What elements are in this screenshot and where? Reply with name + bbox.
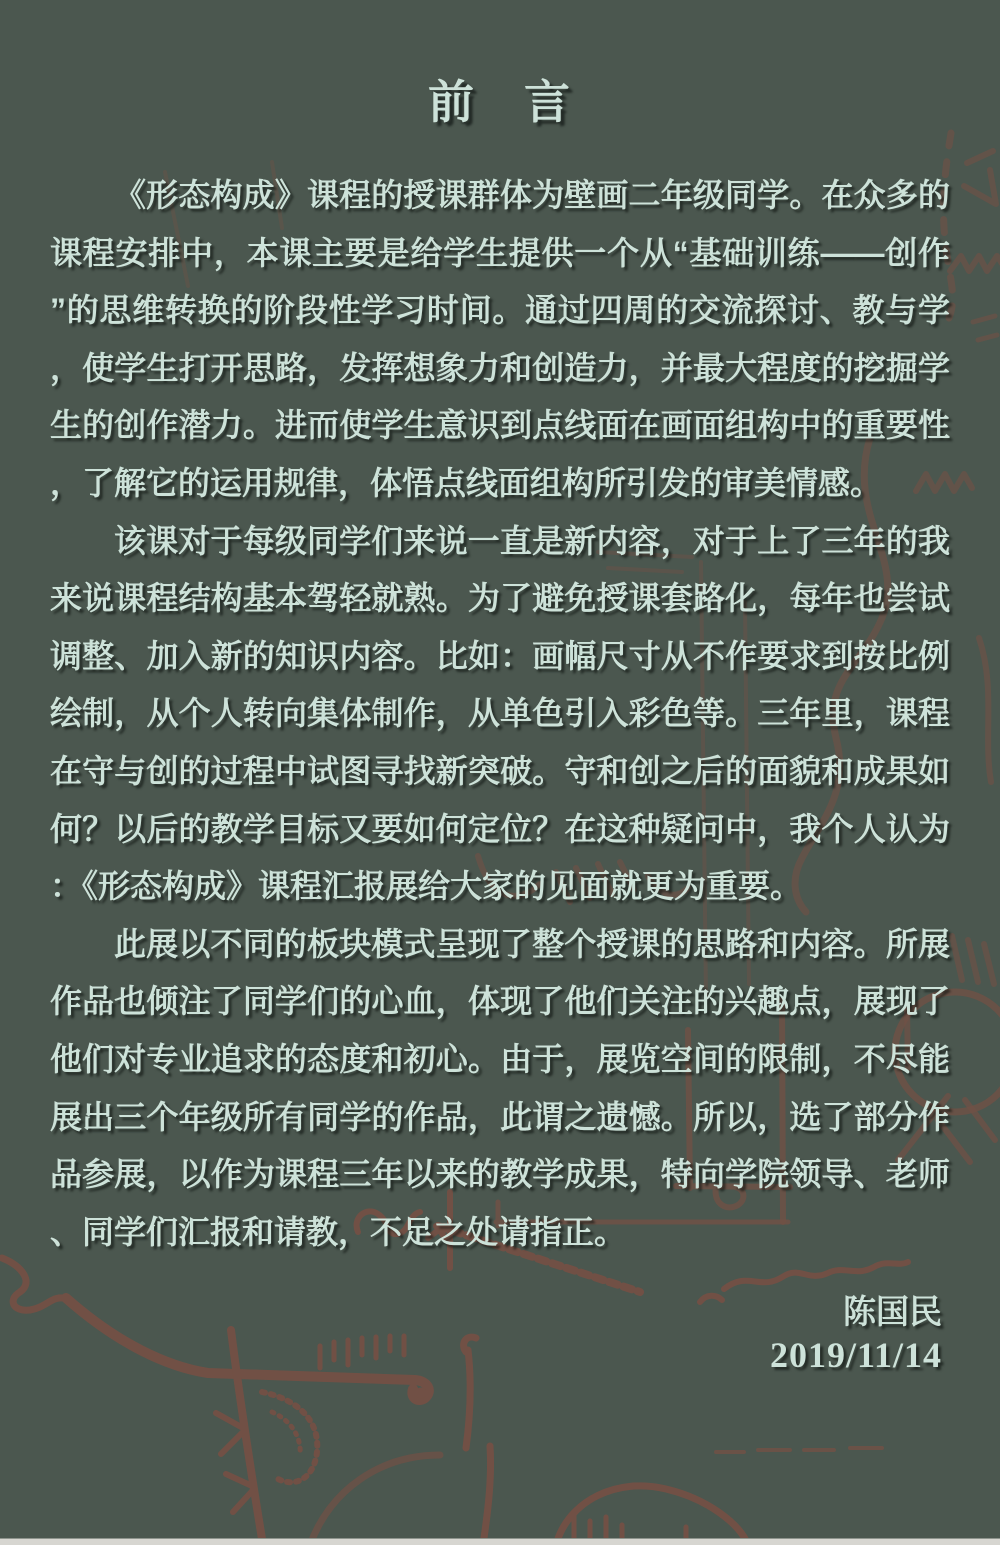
- text-line: 来说课程结构基本驾轻就熟。为了避免授课套路化，每年也尝试: [50, 580, 950, 617]
- text-line: ”的思维转换的阶段性学习时间。通过四周的交流探讨、教与学: [50, 292, 950, 329]
- text-line: 他们对专业追求的态度和初心。由于，展览空间的限制，不尽能: [50, 1040, 950, 1077]
- signature-date: 2019/11/14: [769, 1335, 942, 1375]
- text-line: 、同学们汇报和请教，不足之处请指正。: [50, 1213, 627, 1250]
- signature-name: 陈国民: [843, 1293, 942, 1330]
- text-line: 该课对于每级同学们来说一直是新内容，对于上了三年的我: [114, 522, 950, 559]
- text-line: ：《形态构成》课程汇报展给大家的见面就更为重要。: [50, 868, 803, 905]
- text-line: 绘制，从个人转向集体制作，从单色引入彩色等。三年里，课程: [50, 695, 950, 732]
- text-line: 作品也倾注了同学们的心血，体现了他们关注的兴趣点，展现了: [50, 983, 950, 1020]
- text-line: 此展以不同的板块模式呈现了整个授课的思路和内容。所展: [114, 925, 950, 962]
- page-title: 前 言: [428, 76, 572, 128]
- text-line: ，使学生打开思路，发挥想象力和创造力，并最大程度的挖掘学: [50, 349, 950, 386]
- text-line: 调整、加入新的知识内容。比如：画幅尺寸从不作要求到按比例: [50, 637, 950, 674]
- text-line: ，了解它的运用规律，体悟点线面组构所引发的审美情感。: [50, 464, 883, 501]
- preface-body: [50, 167, 950, 1261]
- text-line: 课程安排中，本课主要是给学生提供一个从“基础训练——创作: [50, 234, 950, 271]
- text-line: 在守与创的过程中试图寻找新突破。守和创之后的面貌和成果如: [50, 752, 950, 789]
- text-line: 《形态构成》课程的授课群体为壁画二年级同学。在众多的: [114, 177, 950, 213]
- text-line: 展出三个年级所有同学的作品，此谓之遗憾。所以，选了部分作: [50, 1098, 950, 1135]
- text-line: 生的创作潜力。进而使学生意识到点线面在画面组构中的重要性: [50, 407, 950, 444]
- signature-block: [770, 1292, 942, 1378]
- text-line: 何？以后的教学目标又要如何定位？在这种疑问中，我个人认为: [50, 810, 950, 847]
- text-line: 品参展，以作为课程三年以来的教学成果，特向学院领导、老师: [50, 1156, 950, 1193]
- page-bottom-edge: [0, 1538, 1000, 1545]
